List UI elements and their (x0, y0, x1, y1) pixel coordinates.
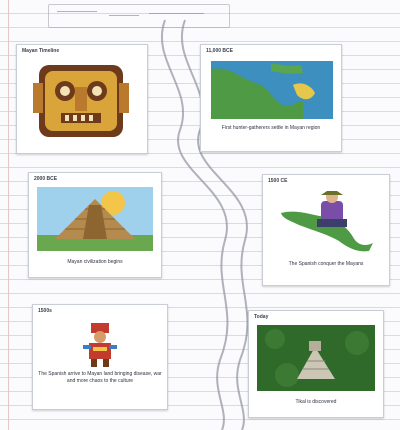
ruins-icon (257, 325, 375, 391)
card-date: 2000 BCE (34, 176, 58, 182)
card-date: Mayan Timeline (22, 48, 60, 54)
card-date: 1500 CE (268, 178, 288, 184)
card-caption: Tikal is discovered (295, 399, 337, 405)
timeline-card-discovered[interactable] (248, 310, 384, 418)
timeline-card-mask[interactable] (16, 44, 148, 154)
mayan-figure-icon (79, 321, 121, 367)
card-caption: Mayan civilization begins (67, 259, 123, 265)
card-caption: First hunter-gatherers settle in Mayan region (221, 125, 321, 131)
timeline-card-settlers[interactable] (200, 44, 342, 152)
pyramid-icon (37, 187, 153, 251)
card-date: 11,000 BCE (206, 48, 233, 54)
scribble-stroke (57, 11, 97, 12)
page-title (48, 4, 230, 28)
card-date: 1500s (38, 308, 52, 314)
timeline-card-civilization[interactable] (28, 172, 162, 278)
timeline-card-arrival[interactable] (32, 304, 168, 410)
card-caption: The Spanish conquer the Mayans (288, 261, 364, 267)
scribble-stroke (149, 13, 204, 14)
map-icon (211, 61, 333, 119)
timeline-card-conquest[interactable] (262, 174, 390, 286)
scribble-stroke (109, 15, 139, 16)
card-date: Today (254, 314, 269, 320)
card-caption: The Spanish arrive to Mayan land bringing disease, war and more chaos to the culture (38, 371, 162, 384)
mexico-map-icon (277, 191, 377, 255)
mayan-mask-icon (31, 61, 131, 141)
margin-line (8, 0, 9, 430)
